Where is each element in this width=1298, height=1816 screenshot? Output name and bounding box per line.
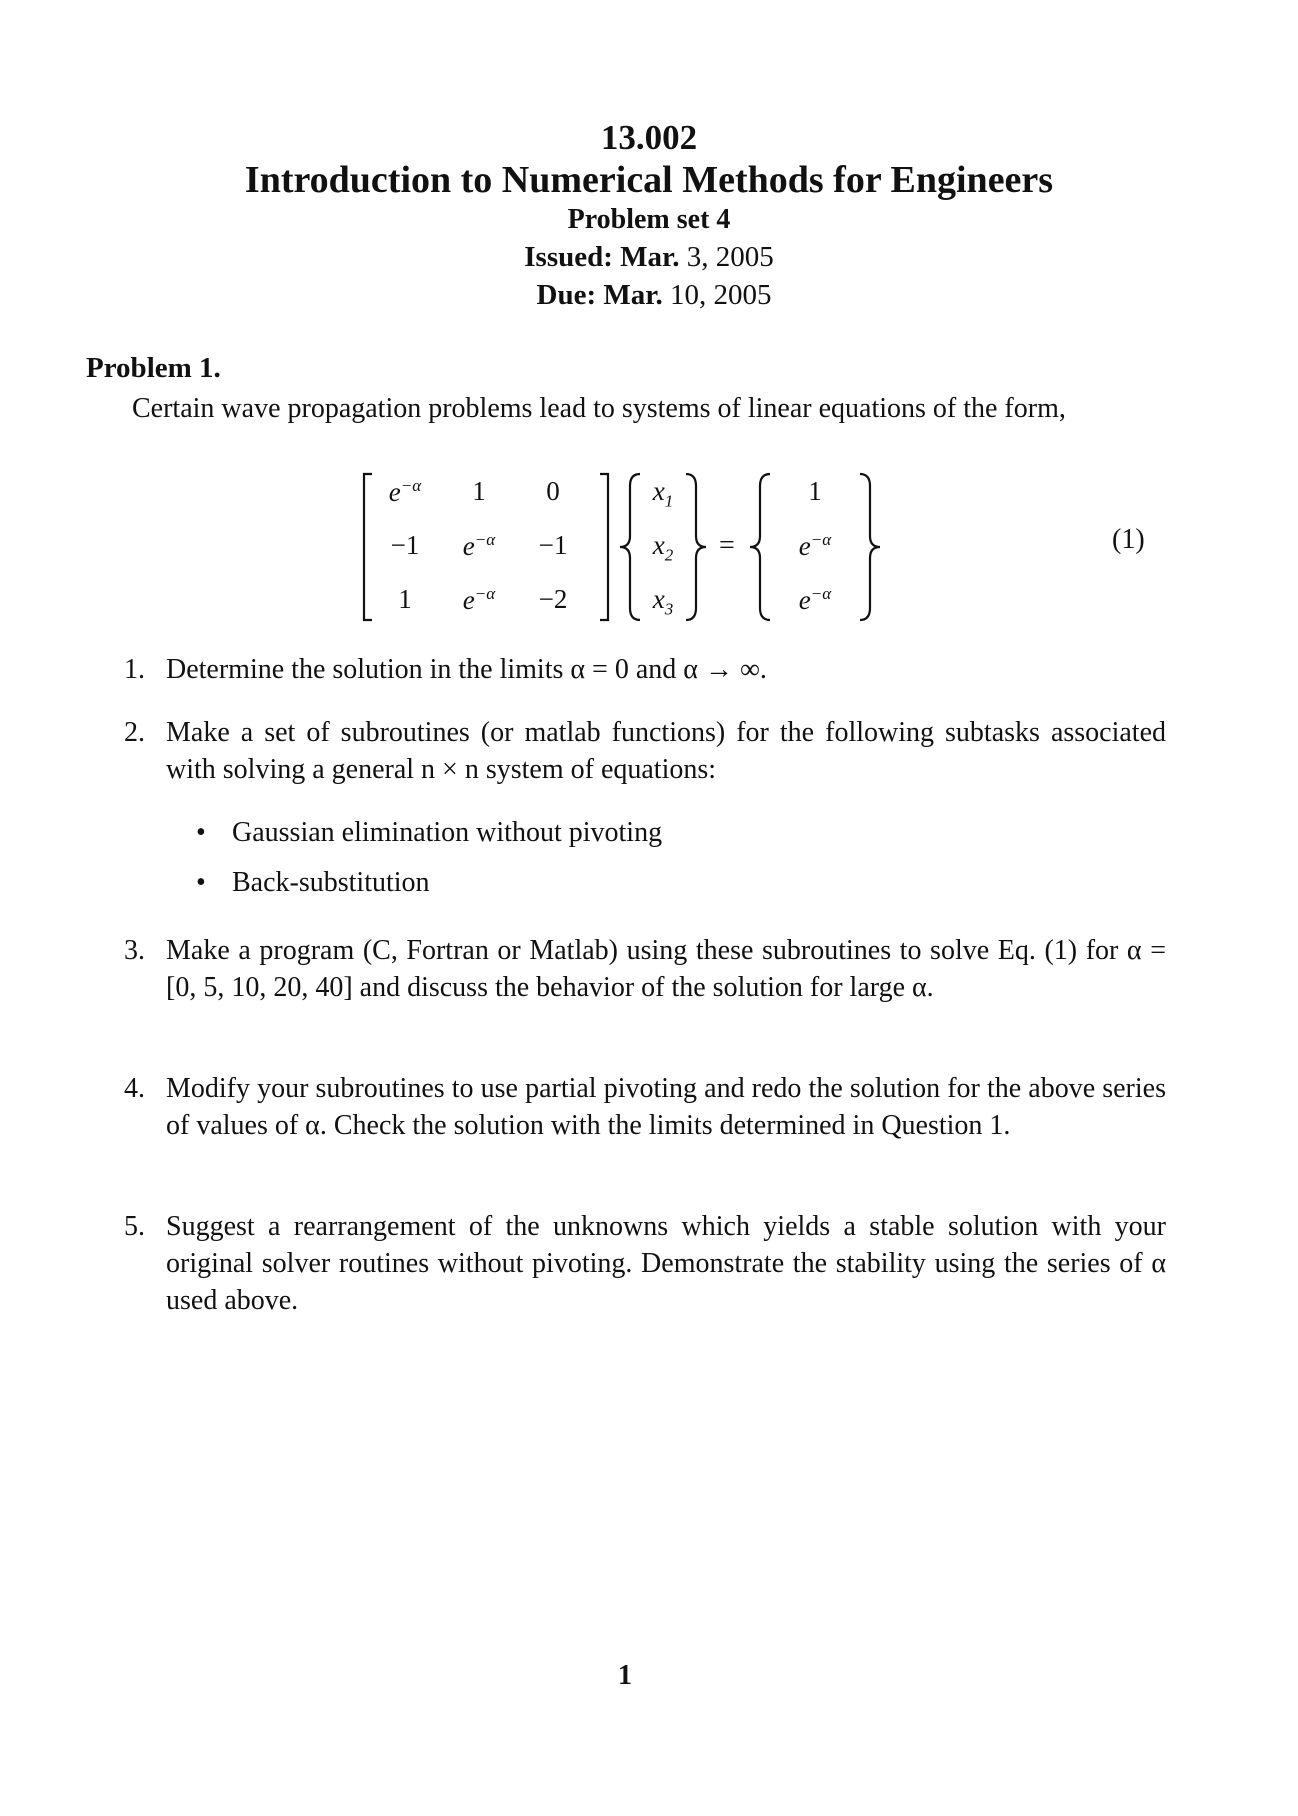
unknown-x3: $x_3$ <box>652 584 674 619</box>
unknown-x2: $x_2$ <box>652 530 674 565</box>
problem-heading: Problem 1. <box>86 352 221 384</box>
matrix-cell: −1 <box>538 530 568 560</box>
matrix-cell: $e^{-\alpha}$ <box>462 530 496 561</box>
course-title: Introduction to Numerical Methods for Engineers <box>244 159 1054 201</box>
equation-number: (1) <box>1112 524 1145 555</box>
rhs-cell: 1 <box>808 476 822 506</box>
item-text: Suggest a rearrangement of the unknowns which yields a stable solution with your original solver routines without pivoting. Demonstrate the stability using the series of α used above. <box>166 1211 1166 1316</box>
item-number: 2. <box>124 717 145 748</box>
item-number: 4. <box>124 1073 145 1104</box>
item-text: Determine the solution in the limits α = 0 and α → ∞. <box>166 654 767 685</box>
item-number: 1. <box>124 654 145 685</box>
matrix-cell: $e^{-\alpha}$ <box>388 476 422 507</box>
issued-label: Issued: Mar. <box>524 241 680 273</box>
header <box>0 118 1298 314</box>
bullet-dot: • <box>196 867 206 898</box>
bullet-text: Gaussian elimination without pivoting <box>232 817 663 848</box>
item-text: Make a program (C, Fortran or Matlab) using these subroutines to solve Eq. (1) for α = [0, 5, 10, 20, 40] and discuss the behavior of the solution for large α. <box>166 935 1166 1003</box>
item-text: Make a set of subroutines (or matlab functions) for the following subtasks associated with solving a general n × n system of equations: <box>166 717 1166 785</box>
problem-set-label: Problem set 4 <box>567 204 731 235</box>
matrix-cell: −2 <box>538 584 568 614</box>
due-label: Due: Mar. <box>536 279 663 311</box>
item-text: Modify your subroutines to use partial pivoting and redo the solution for the above series of values of α. Check the solution with the limits determined in Question 1. <box>166 1073 1166 1141</box>
problem-intro: Certain wave propagation problems lead to systems of linear equations of the form, <box>132 393 1066 424</box>
equals-sign: = <box>719 530 735 561</box>
course-number: 13.002 <box>600 118 698 157</box>
issued-value: 3, 2005 <box>686 241 774 273</box>
item-number: 3. <box>124 935 145 966</box>
matrix-cell: 1 <box>472 476 486 506</box>
page-number: 1 <box>618 1660 632 1691</box>
issued-date <box>0 238 1298 276</box>
matrix-cell: 0 <box>546 476 560 506</box>
bullet-dot: • <box>196 817 206 848</box>
unknown-x1: $x_1$ <box>652 476 674 511</box>
rhs-cell: $e^{-\alpha}$ <box>798 584 832 615</box>
due-value: 10, 2005 <box>669 279 772 311</box>
rhs-cell: $e^{-\alpha}$ <box>798 530 832 561</box>
matrix-cell: 1 <box>398 584 412 614</box>
bullet-text: Back-substitution <box>232 867 430 898</box>
item-number: 5. <box>124 1211 145 1242</box>
due-date <box>0 276 1298 314</box>
matrix-cell: −1 <box>390 530 420 560</box>
equation-1 <box>360 468 920 626</box>
matrix-cell: $e^{-\alpha}$ <box>462 584 496 615</box>
